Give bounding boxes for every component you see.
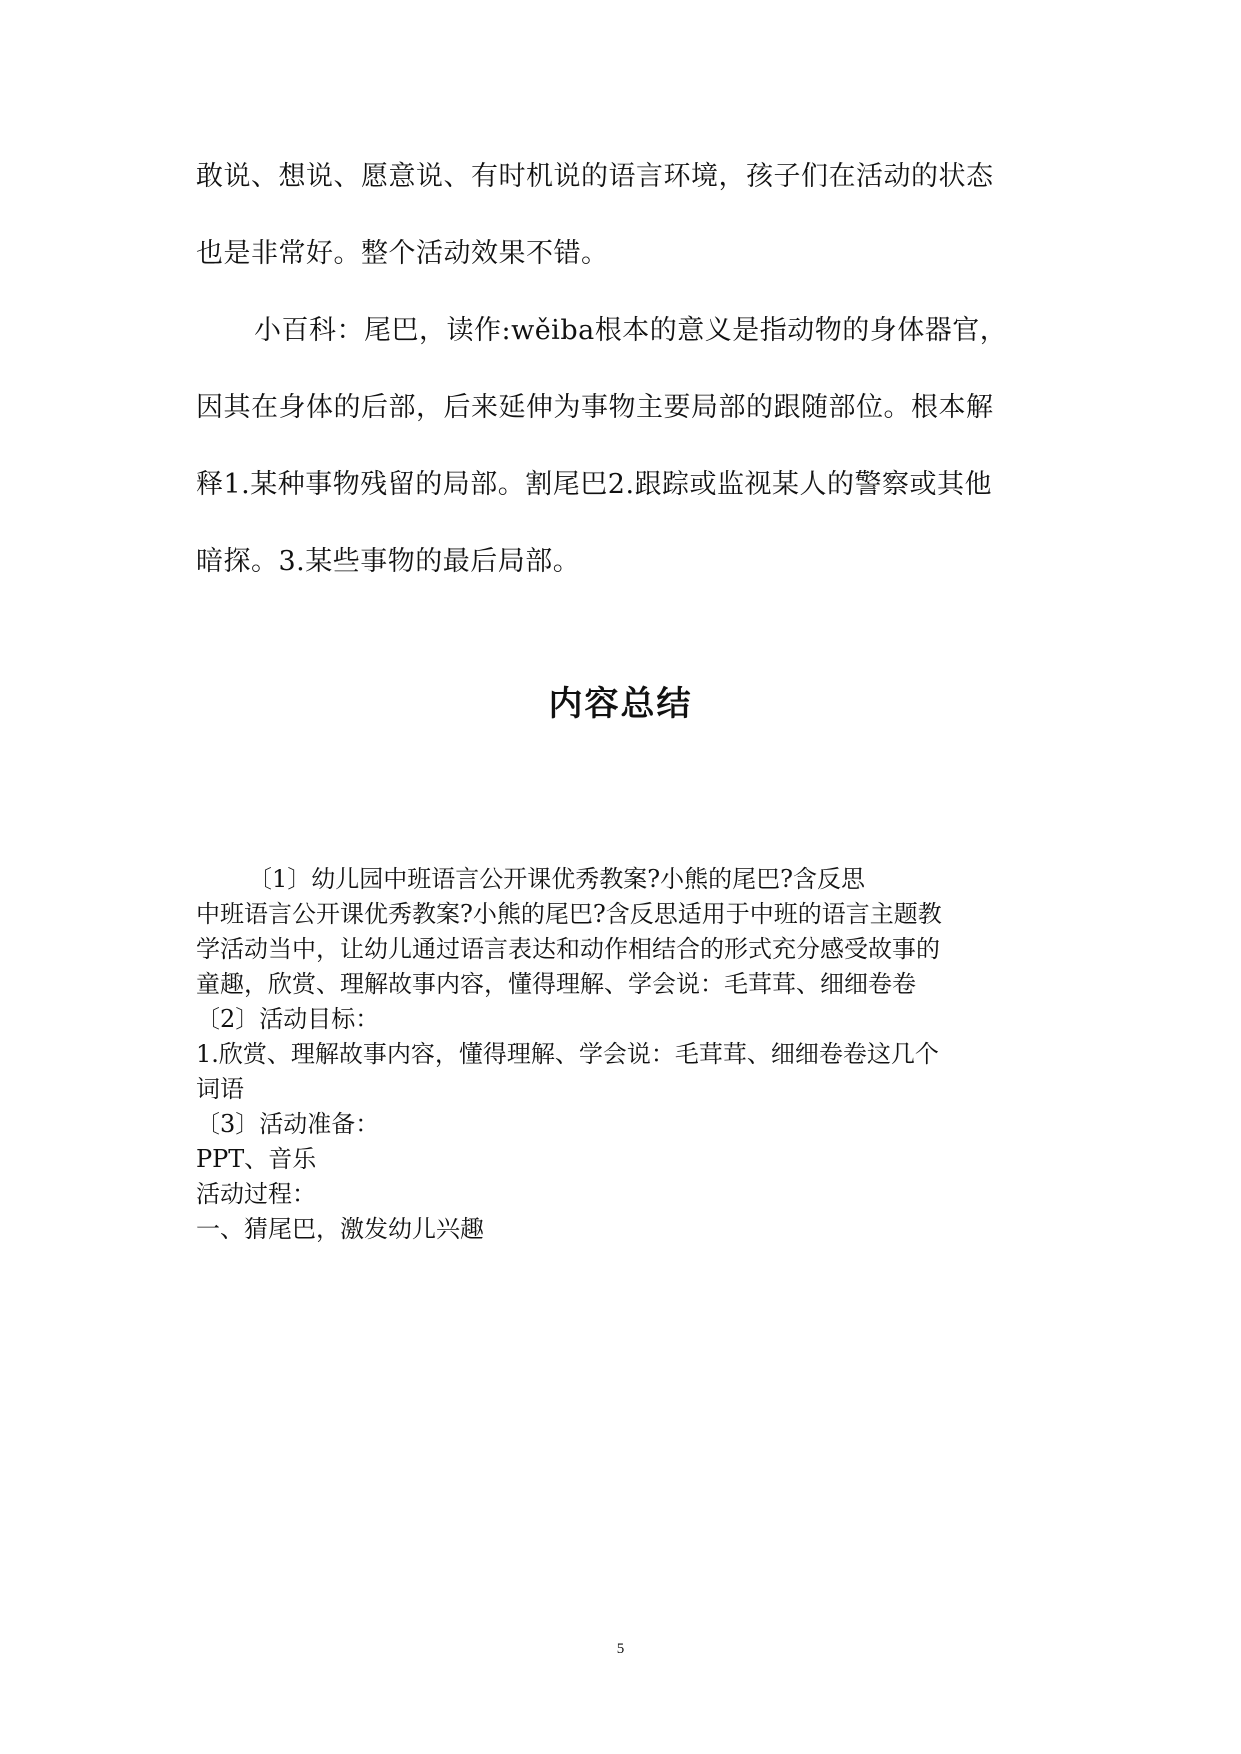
summary-line: 一、猜尾巴，激发幼儿兴趣 — [196, 1215, 484, 1243]
summary-line: 中班语言公开课优秀教案?小熊的尾巴?含反思适用于中班的语言主题教 — [196, 900, 942, 928]
summary-line: 1.欣赏、理解故事内容，懂得理解、学会说：毛茸茸、细细卷卷这几个 — [196, 1040, 939, 1068]
paragraph-line: 因其在身体的后部，后来延伸为事物主要局部的跟随部位。根本解 — [196, 392, 994, 423]
body-text — [196, 148, 1056, 610]
summary-line: 〔1〕幼儿园中班语言公开课优秀教案?小熊的尾巴?含反思 — [248, 865, 866, 893]
summary-line: 活动过程： — [196, 1180, 316, 1208]
summary-line: 童趣，欣赏、理解故事内容，懂得理解、学会说：毛茸茸、细细卷卷 — [196, 970, 916, 998]
paragraph-line: 也是非常好。整个活动效果不错。 — [196, 238, 609, 269]
summary-line: 学活动当中，让幼儿通过语言表达和动作相结合的形式充分感受故事的 — [196, 935, 940, 963]
summary-line: 〔2〕活动目标： — [196, 1005, 380, 1033]
section-title: 内容总结 — [548, 684, 693, 724]
summary-line: 词语 — [196, 1075, 244, 1103]
summary-text — [196, 862, 1056, 1247]
paragraph-line: 暗探。3.某些事物的最后局部。 — [196, 546, 581, 577]
summary-line: PPT、音乐 — [196, 1145, 317, 1173]
paragraph-line: 小百科：尾巴，读作:wěiba根本的意义是指动物的身体器官， — [254, 315, 1008, 346]
paragraph-line: 释1.某种事物残留的局部。割尾巴2.跟踪或监视某人的警察或其他 — [196, 469, 993, 500]
page-number: 5 — [616, 1641, 625, 1657]
paragraph-line: 敢说、想说、愿意说、有时机说的语言环境，孩子们在活动的状态 — [196, 161, 994, 192]
summary-line: 〔3〕活动准备： — [196, 1110, 380, 1138]
